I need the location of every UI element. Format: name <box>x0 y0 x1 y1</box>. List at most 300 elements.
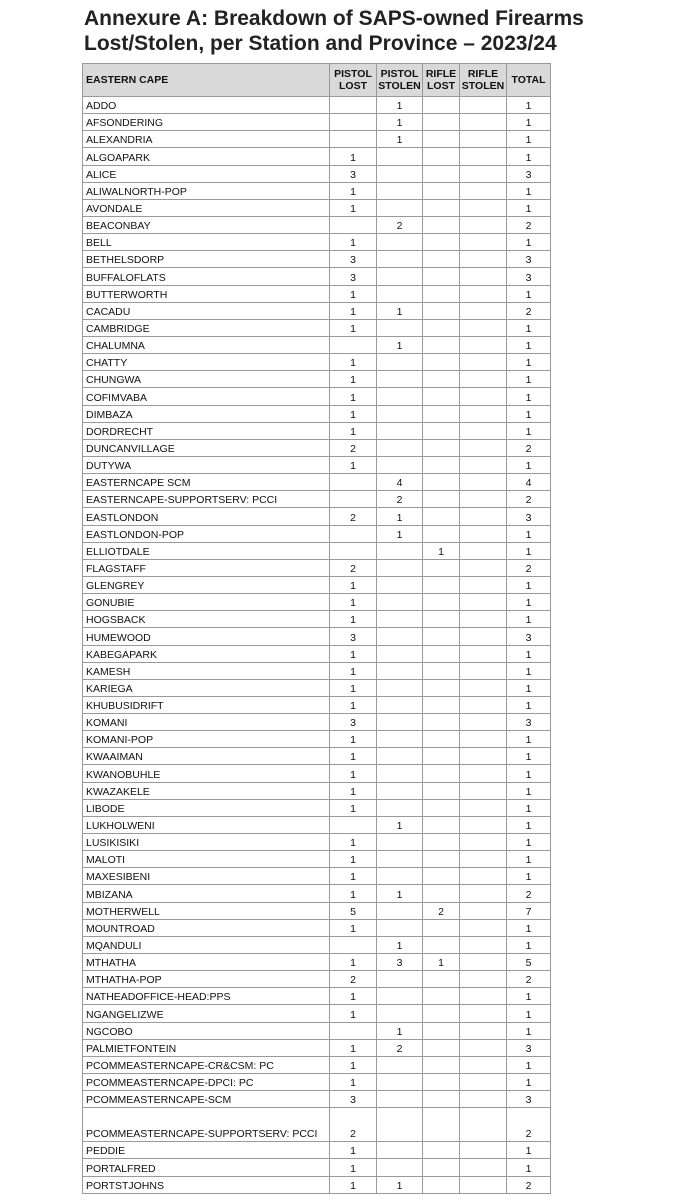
cell-rifle-lost <box>423 1022 460 1039</box>
header-pistol-stolen <box>377 64 423 97</box>
cell-pistol-lost: 1 <box>330 1142 377 1159</box>
cell-pistol-stolen: 1 <box>377 114 423 131</box>
header-province: EASTERN CAPE <box>83 64 330 97</box>
cell-pistol-stolen <box>377 234 423 251</box>
cell-pistol-stolen <box>377 696 423 713</box>
station-name: PORTALFRED <box>83 1159 330 1176</box>
cell-pistol-lost: 1 <box>330 182 377 199</box>
table-row <box>83 131 551 148</box>
header-rifle-stolen-line2: STOLEN <box>461 80 505 92</box>
table-row <box>83 816 551 833</box>
cell-total: 1 <box>507 594 551 611</box>
cell-rifle-stolen <box>460 971 507 988</box>
cell-rifle-lost <box>423 388 460 405</box>
cell-pistol-lost: 5 <box>330 902 377 919</box>
cell-rifle-stolen <box>460 799 507 816</box>
table-row <box>83 679 551 696</box>
cell-rifle-stolen <box>460 508 507 525</box>
cell-rifle-stolen <box>460 525 507 542</box>
header-pistol-stolen-line1: PISTOL <box>380 68 419 80</box>
cell-pistol-lost: 1 <box>330 405 377 422</box>
cell-rifle-lost <box>423 199 460 216</box>
station-name: BUTTERWORTH <box>83 285 330 302</box>
cell-rifle-lost <box>423 182 460 199</box>
cell-pistol-stolen: 1 <box>377 816 423 833</box>
header-pistol-stolen-line2: STOLEN <box>378 80 421 92</box>
cell-total: 1 <box>507 731 551 748</box>
cell-total: 1 <box>507 679 551 696</box>
cell-total: 1 <box>507 1056 551 1073</box>
cell-total: 1 <box>507 422 551 439</box>
cell-rifle-stolen <box>460 199 507 216</box>
station-name: DIMBAZA <box>83 405 330 422</box>
table-row <box>83 1039 551 1056</box>
station-name: ADDO <box>83 97 330 114</box>
cell-rifle-stolen <box>460 97 507 114</box>
cell-pistol-stolen: 1 <box>377 885 423 902</box>
cell-rifle-stolen <box>460 611 507 628</box>
station-name: CAMBRIDGE <box>83 319 330 336</box>
station-name: CACADU <box>83 302 330 319</box>
cell-rifle-stolen <box>460 1022 507 1039</box>
cell-pistol-stolen: 1 <box>377 302 423 319</box>
cell-total: 2 <box>507 885 551 902</box>
cell-pistol-stolen <box>377 851 423 868</box>
station-name: ELLIOTDALE <box>83 542 330 559</box>
cell-pistol-stolen <box>377 1142 423 1159</box>
station-name: PORTSTJOHNS <box>83 1176 330 1193</box>
cell-total: 1 <box>507 319 551 336</box>
cell-rifle-lost <box>423 456 460 473</box>
cell-pistol-stolen <box>377 285 423 302</box>
station-name: KABEGAPARK <box>83 645 330 662</box>
cell-pistol-stolen <box>377 199 423 216</box>
cell-pistol-stolen: 1 <box>377 336 423 353</box>
cell-pistol-stolen <box>377 645 423 662</box>
cell-pistol-lost: 1 <box>330 748 377 765</box>
cell-total: 1 <box>507 199 551 216</box>
header-rifle-stolen <box>460 64 507 97</box>
header-pistol-lost-line1: PISTOL <box>334 68 372 80</box>
cell-rifle-lost <box>423 268 460 285</box>
cell-rifle-stolen <box>460 576 507 593</box>
cell-pistol-stolen <box>377 782 423 799</box>
cell-rifle-stolen <box>460 731 507 748</box>
table-row <box>83 234 551 251</box>
cell-rifle-lost <box>423 662 460 679</box>
cell-pistol-lost: 3 <box>330 1091 377 1108</box>
cell-total: 1 <box>507 114 551 131</box>
table-row <box>83 371 551 388</box>
table-row <box>83 216 551 233</box>
cell-pistol-lost: 1 <box>330 354 377 371</box>
cell-rifle-stolen <box>460 542 507 559</box>
table-row <box>83 285 551 302</box>
cell-pistol-lost: 3 <box>330 628 377 645</box>
cell-rifle-stolen <box>460 1039 507 1056</box>
header-rifle-stolen-line1: RIFLE <box>467 68 499 80</box>
table-body <box>83 97 551 1194</box>
table-row <box>83 696 551 713</box>
table-row <box>83 336 551 353</box>
cell-rifle-lost <box>423 782 460 799</box>
station-name: KOMANI-POP <box>83 731 330 748</box>
cell-pistol-lost: 1 <box>330 868 377 885</box>
cell-pistol-stolen: 2 <box>377 491 423 508</box>
cell-pistol-stolen <box>377 714 423 731</box>
cell-rifle-stolen <box>460 1074 507 1091</box>
table-row <box>83 1159 551 1176</box>
cell-rifle-lost <box>423 302 460 319</box>
station-name: BELL <box>83 234 330 251</box>
cell-rifle-lost <box>423 336 460 353</box>
cell-rifle-stolen <box>460 714 507 731</box>
cell-pistol-stolen <box>377 919 423 936</box>
table-row <box>83 1142 551 1159</box>
cell-rifle-stolen <box>460 388 507 405</box>
cell-pistol-lost <box>330 1022 377 1039</box>
cell-rifle-stolen <box>460 216 507 233</box>
station-name: KWANOBUHLE <box>83 765 330 782</box>
table-row <box>83 148 551 165</box>
table-row <box>83 799 551 816</box>
cell-rifle-lost <box>423 491 460 508</box>
cell-rifle-lost <box>423 559 460 576</box>
station-name: LUKHOLWENI <box>83 816 330 833</box>
table-row <box>83 1022 551 1039</box>
cell-rifle-lost <box>423 439 460 456</box>
station-name: LUSIKISIKI <box>83 834 330 851</box>
cell-rifle-stolen <box>460 816 507 833</box>
cell-rifle-lost <box>423 1108 460 1142</box>
cell-rifle-stolen <box>460 1091 507 1108</box>
cell-rifle-stolen <box>460 336 507 353</box>
cell-rifle-lost <box>423 731 460 748</box>
cell-pistol-stolen <box>377 594 423 611</box>
cell-pistol-stolen <box>377 971 423 988</box>
cell-rifle-lost <box>423 628 460 645</box>
table-row <box>83 834 551 851</box>
cell-pistol-lost: 1 <box>330 388 377 405</box>
cell-rifle-lost <box>423 97 460 114</box>
cell-rifle-lost <box>423 799 460 816</box>
cell-pistol-lost: 1 <box>330 148 377 165</box>
cell-rifle-stolen <box>460 234 507 251</box>
station-name: EASTLONDON-POP <box>83 525 330 542</box>
cell-total: 1 <box>507 405 551 422</box>
cell-total: 3 <box>507 251 551 268</box>
cell-rifle-lost <box>423 354 460 371</box>
cell-rifle-lost <box>423 371 460 388</box>
cell-pistol-lost: 1 <box>330 885 377 902</box>
cell-total: 2 <box>507 971 551 988</box>
station-name: AFSONDERING <box>83 114 330 131</box>
cell-pistol-stolen: 1 <box>377 508 423 525</box>
cell-total: 3 <box>507 268 551 285</box>
cell-rifle-stolen <box>460 679 507 696</box>
cell-rifle-lost <box>423 611 460 628</box>
station-name: EASTERNCAPE SCM <box>83 474 330 491</box>
cell-rifle-stolen <box>460 354 507 371</box>
cell-total: 1 <box>507 1074 551 1091</box>
cell-pistol-lost: 1 <box>330 371 377 388</box>
cell-rifle-stolen <box>460 954 507 971</box>
station-name: PCOMMEASTERNCAPE-SCM <box>83 1091 330 1108</box>
cell-pistol-lost: 1 <box>330 422 377 439</box>
table-row <box>83 114 551 131</box>
firearms-table <box>82 63 551 1194</box>
cell-total: 1 <box>507 851 551 868</box>
header-rifle-lost <box>423 64 460 97</box>
cell-pistol-stolen <box>377 576 423 593</box>
table-row <box>83 731 551 748</box>
cell-rifle-stolen <box>460 1142 507 1159</box>
cell-pistol-stolen <box>377 662 423 679</box>
cell-total: 1 <box>507 1159 551 1176</box>
cell-pistol-stolen <box>377 1159 423 1176</box>
cell-total: 3 <box>507 165 551 182</box>
table-row <box>83 971 551 988</box>
cell-rifle-lost <box>423 851 460 868</box>
station-name: MTHATHA <box>83 954 330 971</box>
cell-rifle-stolen <box>460 559 507 576</box>
table-row <box>83 645 551 662</box>
cell-pistol-stolen: 1 <box>377 525 423 542</box>
cell-pistol-lost <box>330 491 377 508</box>
cell-pistol-lost <box>330 936 377 953</box>
table-row <box>83 97 551 114</box>
cell-rifle-lost <box>423 765 460 782</box>
cell-rifle-lost <box>423 285 460 302</box>
station-name: DUNCANVILLAGE <box>83 439 330 456</box>
cell-total: 1 <box>507 542 551 559</box>
station-name: CHUNGWA <box>83 371 330 388</box>
cell-rifle-lost <box>423 594 460 611</box>
cell-pistol-stolen: 2 <box>377 216 423 233</box>
cell-pistol-lost: 1 <box>330 456 377 473</box>
cell-rifle-lost <box>423 319 460 336</box>
cell-rifle-lost <box>423 474 460 491</box>
table-row <box>83 851 551 868</box>
cell-pistol-stolen <box>377 165 423 182</box>
cell-rifle-lost <box>423 696 460 713</box>
cell-total: 2 <box>507 491 551 508</box>
table-row <box>83 936 551 953</box>
table-row <box>83 456 551 473</box>
cell-rifle-lost <box>423 148 460 165</box>
station-name: AVONDALE <box>83 199 330 216</box>
station-name: HOGSBACK <box>83 611 330 628</box>
station-name: EASTERNCAPE-SUPPORTSERV: PCCI <box>83 491 330 508</box>
cell-total: 1 <box>507 799 551 816</box>
table-row <box>83 165 551 182</box>
cell-total: 3 <box>507 628 551 645</box>
station-name: COFIMVABA <box>83 388 330 405</box>
cell-pistol-stolen <box>377 611 423 628</box>
cell-total: 1 <box>507 645 551 662</box>
station-name: KOMANI <box>83 714 330 731</box>
cell-total: 1 <box>507 525 551 542</box>
cell-rifle-stolen <box>460 1056 507 1073</box>
cell-pistol-lost: 1 <box>330 765 377 782</box>
station-name: GLENGREY <box>83 576 330 593</box>
cell-pistol-lost <box>330 216 377 233</box>
table-row <box>83 576 551 593</box>
table-row <box>83 491 551 508</box>
table-row <box>83 765 551 782</box>
table-row <box>83 662 551 679</box>
cell-pistol-lost: 1 <box>330 988 377 1005</box>
cell-pistol-stolen <box>377 628 423 645</box>
cell-pistol-lost: 1 <box>330 662 377 679</box>
cell-pistol-stolen <box>377 765 423 782</box>
station-name: BETHELSDORP <box>83 251 330 268</box>
cell-rifle-lost <box>423 834 460 851</box>
cell-total: 1 <box>507 456 551 473</box>
cell-pistol-lost: 2 <box>330 559 377 576</box>
cell-total: 2 <box>507 1176 551 1193</box>
cell-total: 1 <box>507 388 551 405</box>
cell-rifle-lost <box>423 1142 460 1159</box>
station-name: KHUBUSIDRIFT <box>83 696 330 713</box>
cell-pistol-stolen <box>377 559 423 576</box>
cell-rifle-stolen <box>460 371 507 388</box>
cell-rifle-lost <box>423 508 460 525</box>
cell-pistol-lost: 1 <box>330 302 377 319</box>
table-row <box>83 422 551 439</box>
cell-pistol-stolen <box>377 542 423 559</box>
table-row <box>83 559 551 576</box>
station-name: DUTYWA <box>83 456 330 473</box>
cell-rifle-lost <box>423 645 460 662</box>
cell-pistol-stolen <box>377 1074 423 1091</box>
header-pistol-lost-line2: LOST <box>339 80 367 92</box>
cell-rifle-lost <box>423 114 460 131</box>
cell-pistol-lost: 3 <box>330 714 377 731</box>
cell-rifle-stolen <box>460 251 507 268</box>
table-row <box>83 868 551 885</box>
cell-total: 1 <box>507 131 551 148</box>
table-row <box>83 525 551 542</box>
table-row <box>83 199 551 216</box>
station-name: KWAAIMAN <box>83 748 330 765</box>
cell-pistol-lost: 1 <box>330 285 377 302</box>
cell-pistol-stolen <box>377 148 423 165</box>
table-row <box>83 1091 551 1108</box>
cell-total: 2 <box>507 302 551 319</box>
table-row <box>83 714 551 731</box>
cell-pistol-lost: 1 <box>330 799 377 816</box>
cell-total: 2 <box>507 216 551 233</box>
cell-pistol-lost: 1 <box>330 782 377 799</box>
table-row <box>83 508 551 525</box>
cell-pistol-stolen <box>377 868 423 885</box>
table-row <box>83 919 551 936</box>
cell-total: 2 <box>507 559 551 576</box>
table-row <box>83 405 551 422</box>
cell-rifle-lost <box>423 868 460 885</box>
cell-total: 3 <box>507 714 551 731</box>
station-name: MOUNTROAD <box>83 919 330 936</box>
cell-rifle-lost <box>423 748 460 765</box>
cell-rifle-stolen <box>460 422 507 439</box>
cell-rifle-lost <box>423 885 460 902</box>
cell-rifle-stolen <box>460 131 507 148</box>
table-row <box>83 1005 551 1022</box>
cell-rifle-lost <box>423 1176 460 1193</box>
cell-pistol-lost: 1 <box>330 319 377 336</box>
cell-rifle-stolen <box>460 491 507 508</box>
header-pistol-lost <box>330 64 377 97</box>
cell-pistol-lost <box>330 474 377 491</box>
cell-total: 1 <box>507 1142 551 1159</box>
cell-pistol-stolen <box>377 834 423 851</box>
cell-rifle-stolen <box>460 748 507 765</box>
cell-rifle-lost <box>423 131 460 148</box>
cell-pistol-lost: 1 <box>330 594 377 611</box>
station-name: PCOMMEASTERNCAPE-SUPPORTSERV: PCCI <box>83 1108 330 1142</box>
cell-total: 4 <box>507 474 551 491</box>
table-row <box>83 885 551 902</box>
cell-pistol-stolen <box>377 748 423 765</box>
cell-total: 3 <box>507 1091 551 1108</box>
document-title <box>84 6 644 56</box>
table-row <box>83 748 551 765</box>
cell-rifle-stolen <box>460 319 507 336</box>
cell-rifle-lost <box>423 1056 460 1073</box>
station-name: NGCOBO <box>83 1022 330 1039</box>
cell-rifle-stolen <box>460 765 507 782</box>
cell-total: 1 <box>507 234 551 251</box>
station-name: HUMEWOOD <box>83 628 330 645</box>
cell-rifle-stolen <box>460 439 507 456</box>
cell-pistol-stolen <box>377 439 423 456</box>
cell-pistol-stolen <box>377 405 423 422</box>
cell-pistol-lost: 1 <box>330 1176 377 1193</box>
cell-rifle-stolen <box>460 456 507 473</box>
station-name: MQANDULI <box>83 936 330 953</box>
cell-rifle-lost: 1 <box>423 542 460 559</box>
station-name: EASTLONDON <box>83 508 330 525</box>
station-name: MALOTI <box>83 851 330 868</box>
cell-total: 1 <box>507 182 551 199</box>
table-header-row <box>83 64 551 97</box>
cell-total: 1 <box>507 919 551 936</box>
cell-rifle-lost <box>423 1005 460 1022</box>
station-name: ALGOAPARK <box>83 148 330 165</box>
station-name: MAXESIBENI <box>83 868 330 885</box>
cell-pistol-stolen <box>377 1091 423 1108</box>
table-row <box>83 1056 551 1073</box>
cell-total: 1 <box>507 696 551 713</box>
cell-pistol-stolen <box>377 1108 423 1142</box>
cell-total: 1 <box>507 765 551 782</box>
cell-pistol-stolen <box>377 268 423 285</box>
cell-rifle-lost <box>423 165 460 182</box>
cell-total: 1 <box>507 148 551 165</box>
cell-rifle-stolen <box>460 114 507 131</box>
cell-rifle-lost <box>423 525 460 542</box>
cell-pistol-lost: 3 <box>330 268 377 285</box>
cell-rifle-lost: 2 <box>423 902 460 919</box>
cell-pistol-stolen <box>377 182 423 199</box>
cell-pistol-lost: 2 <box>330 971 377 988</box>
cell-total: 7 <box>507 902 551 919</box>
cell-total: 1 <box>507 354 551 371</box>
header-rifle-lost-line2: LOST <box>427 80 455 92</box>
table-row <box>83 1108 551 1142</box>
table-row <box>83 251 551 268</box>
